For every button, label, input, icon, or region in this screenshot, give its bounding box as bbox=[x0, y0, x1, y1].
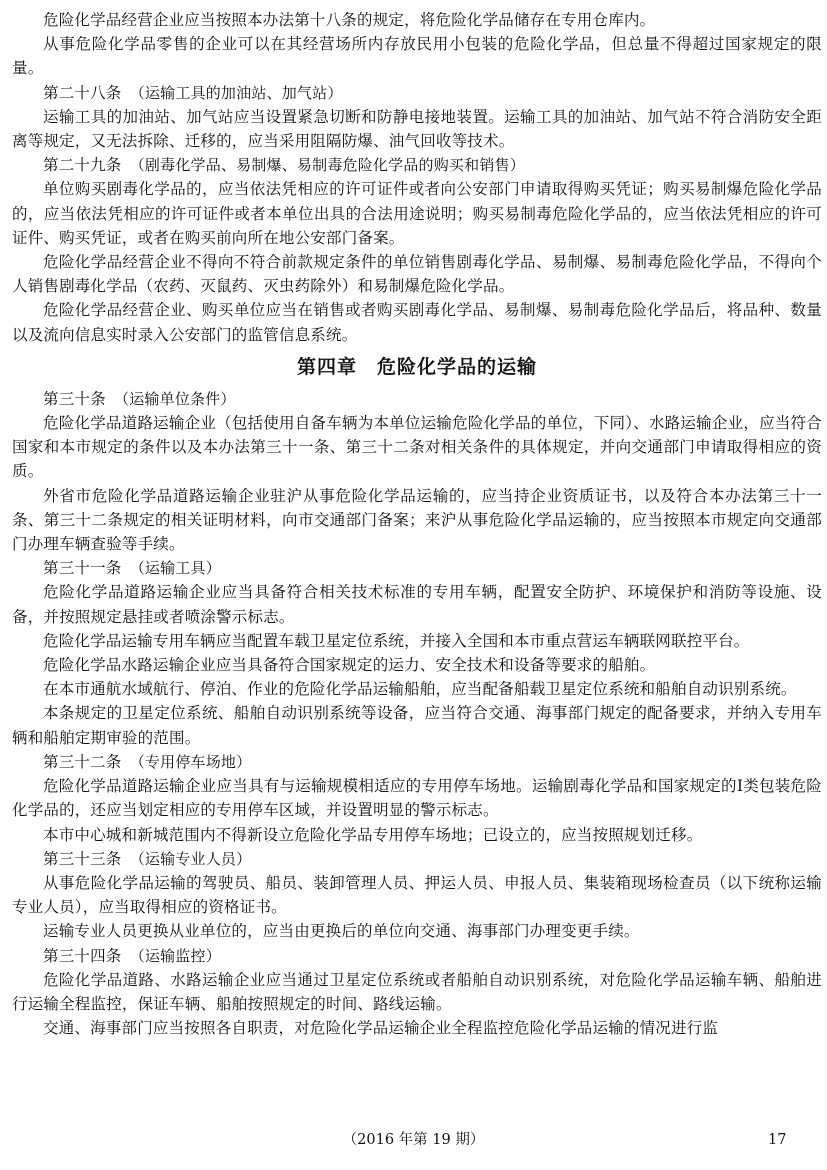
body-paragraph: 危险化学品运输专用车辆应当配置车载卫星定位系统，并接入全国和本市重点营运车辆联网联控平台。 bbox=[43, 631, 750, 650]
article-number: 第二十九条 bbox=[43, 156, 122, 175]
bottom-section bbox=[12, 387, 822, 1040]
article-title: （运输单位条件） bbox=[121, 389, 236, 408]
article-number: 第三十一条 bbox=[43, 559, 122, 578]
body-paragraph: 本市中心城和新城范围内不得新设立危险化学品专用停车场地；已设立的，应当按照规划迁移。 bbox=[43, 825, 703, 844]
body-paragraph: 从事危险化学品运输的驾驶员、船员、装卸管理人员、押运人员、申报人员、集装箱现场检查员（以下统称运输专业人员），应当取得相应的资格证书。 bbox=[12, 873, 822, 917]
body-paragraph: 危险化学品道路运输企业应当具备符合相关技术标准的专用车辆，配置安全防护、环境保护和消防等设施、设备，并按照规定悬挂或者喷涂警示标志。 bbox=[12, 583, 822, 626]
article-title: （运输专业人员） bbox=[137, 849, 252, 868]
article-heading bbox=[12, 81, 822, 105]
body-paragraph: 危险化学品经营企业不得向不符合前款规定条件的单位销售剧毒化学品、易制爆、易制毒危险化学品，不得向个人销售剧毒化学品（农药、灭鼠药、灭虫药除外）和易制爆危险化学品。 bbox=[12, 253, 822, 296]
article-title: （专用停车场地） bbox=[137, 752, 252, 771]
article-number: 第三十四条 bbox=[43, 946, 122, 965]
body-paragraph: 外省市危险化学品道路运输企业驻沪从事危险化学品运输的，应当持企业资质证书，以及符合本办法第三十一条、第三十二条规定的相关证明材料，向市交通部门备案；来沪从事危险化学品运输的，应当按照本市规定向交通部门办理车辆查验等手续。 bbox=[12, 486, 822, 554]
document-body bbox=[12, 8, 822, 1040]
body-paragraph: 危险化学品道路运输企业应当具有与运输规模相适应的专用停车场地。运输剧毒化学品和国家规定的Ⅰ类包装危险化学品的，还应当划定相应的专用停车区域，并设置明显的警示标志。 bbox=[12, 777, 822, 820]
article-title: （运输监控） bbox=[137, 946, 221, 965]
body-paragraph: 单位购买剧毒化学品的，应当依法凭相应的许可证件或者向公安部门申请取得购买凭证；购买易制爆危险化学品的，应当依法凭相应的许可证件或者本单位出具的合法用途说明；购买易制毒危险化学品的，应当依法凭相应的许可证件、购买凭证，或者在购买前向所在地公安部门备案。 bbox=[12, 180, 822, 247]
article-heading bbox=[12, 750, 822, 774]
body-paragraph: 交通、海事部门应当按照各自职责，对危险化学品运输企业全程监控危险化学品运输的情况进行监 bbox=[43, 1019, 719, 1038]
article-title: （运输工具） bbox=[137, 559, 221, 578]
body-paragraph: 危险化学品经营企业、购买单位应当在销售或者购买剧毒化学品、易制爆、易制毒危险化学品后，将品种、数量以及流向信息实时录入公安部门的监管信息系统。 bbox=[12, 301, 822, 344]
body-paragraph: 危险化学品道路运输企业（包括使用自备车辆为本单位运输危险化学品的单位，下同）、水路运输企业，应当符合国家和本市规定的条件以及本办法第三十一条、第三十二条对相关条件的具体规定，并向交通部门申请取得相应的资质。 bbox=[12, 414, 822, 481]
article-heading bbox=[12, 847, 822, 871]
body-paragraph: 危险化学品道路、水路运输企业应当通过卫星定位系统或者船舶自动识别系统，对危险化学品运输车辆、船舶进行运输全程监控，保证车辆、船舶按照规定的时间、路线运输。 bbox=[12, 970, 822, 1013]
article-heading bbox=[12, 387, 822, 411]
chapter-heading: 第四章 危险化学品的运输 bbox=[296, 355, 537, 378]
body-paragraph: 在本市通航水域航行、停泊、作业的危险化学品运输船舶，应当配备船载卫星定位系统和船舶自动识别系统。 bbox=[43, 680, 797, 699]
article-number: 第三十二条 bbox=[43, 752, 122, 771]
issue-label: （2016 年第 19 期） bbox=[342, 1132, 485, 1148]
body-paragraph: 从事危险化学品零售的企业可以在其经营场所内存放民用小包装的危险化学品，但总量不得超过国家规定的限量。 bbox=[12, 35, 822, 78]
top-section bbox=[12, 8, 822, 347]
article-number: 第二十八条 bbox=[43, 83, 122, 102]
page-number: 17 bbox=[768, 1132, 787, 1148]
article-heading bbox=[12, 556, 822, 580]
body-paragraph: 运输专业人员更换从业单位的，应当由更换后的单位向交通、海事部门办理变更手续。 bbox=[43, 922, 640, 941]
body-paragraph: 危险化学品水路运输企业应当具备符合国家规定的运力、安全技术和设备等要求的船舶。 bbox=[43, 656, 656, 675]
body-paragraph: 本条规定的卫星定位系统、船舶自动识别系统等设备，应当符合交通、海事部门规定的配备要求，并纳入专用车辆和船舶定期审验的范围。 bbox=[12, 704, 822, 747]
article-number: 第三十条 bbox=[43, 389, 106, 408]
article-title: （剧毒化学品、易制爆、易制毒危险化学品的购买和销售） bbox=[137, 156, 525, 175]
article-number: 第三十三条 bbox=[43, 849, 122, 868]
body-paragraph: 运输工具的加油站、加气站应当设置紧急切断和防静电接地装置。运输工具的加油站、加气站不符合消防安全距离等规定，又无法拆除、迁移的，应当采用阻隔防爆、油气回收等技术。 bbox=[12, 107, 822, 151]
article-heading bbox=[12, 153, 822, 177]
article-title: （运输工具的加油站、加气站） bbox=[137, 83, 343, 102]
body-paragraph: 危险化学品经营企业应当按照本办法第十八条的规定，将危险化学品储存在专用仓库内。 bbox=[43, 11, 656, 29]
article-heading bbox=[12, 944, 822, 968]
